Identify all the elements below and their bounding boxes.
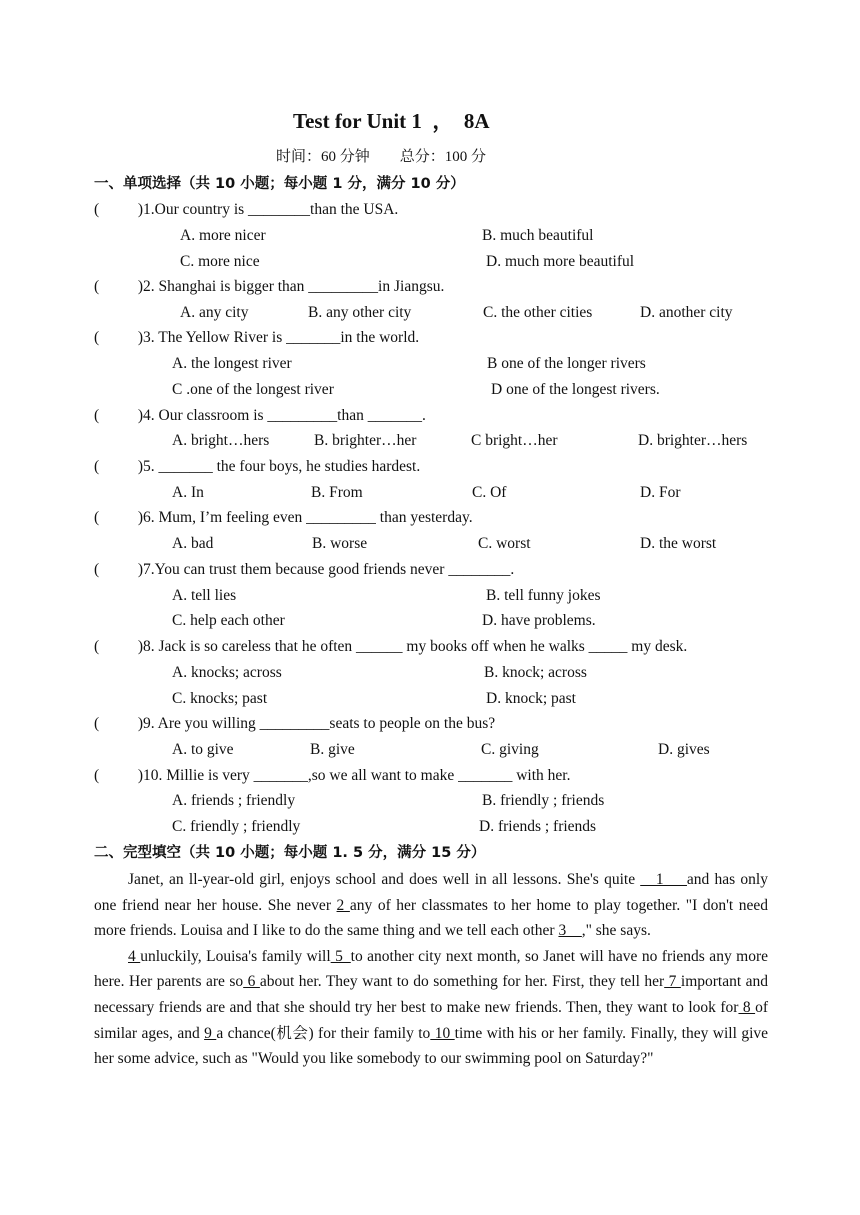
blank-2: 2 [336, 896, 350, 914]
option: A. the longest river [172, 355, 292, 372]
option: C. worst [478, 535, 531, 552]
option: A. knocks; across [172, 664, 282, 681]
cloze-passage [94, 867, 768, 1072]
blank-4: 4 [128, 947, 141, 965]
option: D. have problems. [482, 612, 596, 629]
option: D. knock; past [486, 690, 576, 707]
option: C. help each other [172, 612, 285, 629]
passage-text: to another city next month, so Janet will have no friends any more here. Her parents are so [94, 947, 769, 991]
option: C. knocks; past [172, 690, 268, 707]
option: D. much more beautiful [486, 253, 635, 270]
question-stem: 2. Shanghai is bigger than _________in Jiangsu. [143, 278, 445, 295]
blank-3: 3__ [558, 922, 582, 940]
option: A. In [172, 484, 204, 501]
question-stem: 1.Our country is ________than the USA. [143, 201, 399, 218]
option: B. friendly ; friends [482, 792, 605, 809]
answer-bracket: ( ) [94, 278, 144, 295]
option: C .one of the longest river [172, 381, 334, 398]
option: B. much beautiful [482, 227, 594, 244]
option: D. brighter…hers [638, 432, 748, 449]
passage-text: any of her classmates to her home to play together. "I don't need more friends. Louisa and I like to do the same thing and we tell each other [94, 896, 769, 940]
passage-paragraph-2 [94, 944, 768, 1072]
option: A. to give [172, 741, 234, 758]
answer-bracket: ( ) [94, 509, 144, 526]
passage-paragraph-1 [94, 867, 768, 944]
option: B. knock; across [484, 664, 587, 681]
blank-10: 10 [430, 1024, 455, 1042]
question-stem: 7.You can trust them because good friends never ________. [143, 561, 515, 578]
passage-text: ," she says. [581, 922, 651, 940]
answer-bracket: ( ) [94, 201, 144, 218]
option: B one of the longer rivers [487, 355, 646, 372]
section-2-heading: 二、完型填空（共 10 小题；每小题 1. 5 分，满分 15 分） [94, 845, 486, 861]
option: D. friends ; friends [479, 818, 597, 835]
option: A. tell lies [172, 587, 237, 604]
option: B. brighter…her [314, 432, 417, 449]
option: C. more nice [180, 253, 260, 270]
question-stem: 9. Are you willing _________seats to people on the bus? [143, 715, 496, 732]
answer-bracket: ( ) [94, 458, 144, 475]
question-stem: 4. Our classroom is _________than _______. [143, 407, 426, 424]
answer-bracket: ( ) [94, 329, 144, 346]
option: A. any city [180, 304, 249, 321]
blank-1: __1___ [640, 871, 687, 888]
option: A. bright…hers [172, 432, 270, 449]
question-stem: 3. The Yellow River is _______in the world. [143, 329, 420, 346]
page-title: Test for Unit 1 ， 8A [293, 109, 490, 133]
option: D. For [640, 484, 681, 501]
blank-6: 6 [243, 973, 260, 991]
passage-text: of similar ages, and [94, 998, 769, 1042]
passage-text: important and necessary friends are and that she should try her best to make new friends. Then, they want to look for [94, 973, 769, 1016]
option: B. tell funny jokes [486, 587, 601, 604]
question-stem: 6. Mum, I’m feeling even _________ than yesterday. [143, 509, 473, 526]
passage-text: Janet, an ll-year-old girl, enjoys school and does well in all lessons. She's quite [128, 871, 641, 888]
option: D. another city [640, 304, 733, 321]
page-subtitle: 时间：60 分钟 总分：100 分 [276, 149, 487, 165]
option: B. any other city [308, 304, 412, 321]
option: B. worse [312, 535, 368, 552]
option: D one of the longest rivers. [491, 381, 660, 398]
option: C. Of [472, 484, 507, 501]
option: D. gives [658, 741, 710, 758]
blank-9: 9 [204, 1024, 217, 1042]
option: C. giving [481, 741, 539, 758]
passage-text: time with his or her family. Finally, they will give her some advice, such as "Would you like somebody to our swimming pool on Saturday?" [94, 1024, 769, 1068]
blank-5: 5_ [330, 947, 351, 965]
option: A. friends ; friendly [172, 792, 296, 809]
question-stem: 5. _______ the four boys, he studies hardest. [143, 458, 421, 475]
answer-bracket: ( ) [94, 561, 144, 578]
passage-text: a chance(机会) for their family to [216, 1024, 431, 1042]
question-stem: 10. Millie is very _______,so we all want to make _______ with her. [143, 767, 571, 784]
blank-8: 8 [738, 998, 756, 1016]
section-1-heading: 一、单项选择（共 10 小题；每小题 1 分，满分 10 分） [94, 176, 465, 192]
passage-text: and has only one friend near her house. She never [94, 871, 768, 914]
answer-bracket: ( ) [94, 407, 144, 424]
option: A. more nicer [180, 227, 266, 244]
option: C. the other cities [483, 304, 593, 321]
option: B. give [310, 741, 355, 758]
answer-bracket: ( ) [94, 638, 144, 655]
answer-bracket: ( ) [94, 767, 144, 784]
option: C. friendly ; friendly [172, 818, 301, 835]
passage-text: unluckily, Louisa's family will [140, 947, 331, 965]
option: A. bad [172, 535, 214, 552]
option: D. the worst [640, 535, 717, 552]
option: C bright…her [471, 432, 558, 449]
answer-bracket: ( ) [94, 715, 144, 732]
question-stem: 8. Jack is so careless that he often ______ my books off when he walks _____ my desk. [143, 638, 688, 655]
option: B. From [311, 484, 363, 501]
passage-text: about her. They want to do something for her. First, they tell her [259, 973, 665, 991]
blank-7: 7 [664, 973, 681, 991]
